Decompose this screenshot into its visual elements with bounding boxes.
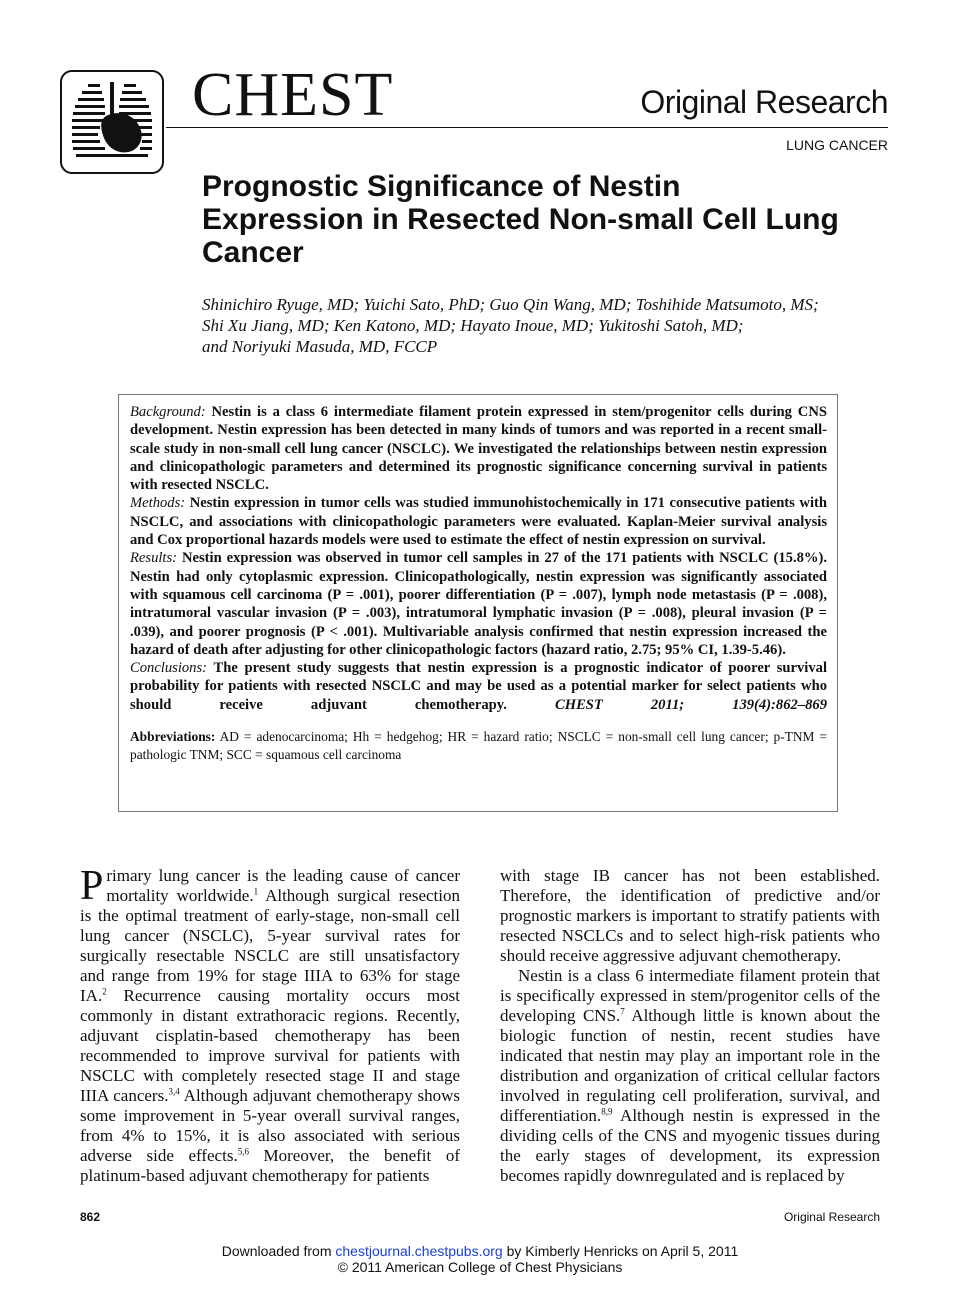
background-text: Nestin is a class 6 intermediate filament protein expressed in stem/progenitor cells during CNS development. Nestin expression has been detected in many kinds of tumors and was reported in a recent small-scale study in non-small cell lung cancer (NSCLC). We investigated the relationships between nestin expression and clinicopathologic parameters and determined its prognostic significance concerning survival in patients with resected NSCLC. <box>130 404 827 494</box>
results-label: Results: <box>130 550 178 567</box>
author-list <box>202 294 882 357</box>
abbreviations <box>130 728 827 764</box>
conclusions-text: The present study suggests that nestin expression is a prognostic indicator of poorer survival probability for patients with resected NSCLC and may be used as a potential marker for select patients who should receive adjuvant chemotherapy. <box>130 660 827 713</box>
body-paragraph: with stage IB cancer has not been established. Therefore, the identification of predictive and/or prognostic markers is important to stratify patients with resected NSCLCs and to select high-risk patients who should receive aggressive adjuvant chemotherapy. <box>500 866 880 965</box>
body-text: Although adjuvant chemotherapy shows some improvement in 5-year overall survival ranges, from 4% to 15%, it is also associated with serious adverse side effects. <box>80 1086 460 1165</box>
citation: CHEST 2011; 139(4):862–869 <box>554 696 827 713</box>
body-text: Although little is known about the biologic function of nestin, recent studies have indicated that nestin may play an important role in the distribution and organization of critical cellular factors involved in regulating cell proliferation, survival, and differentiation. <box>500 1006 880 1125</box>
methods-label: Methods: <box>130 495 186 512</box>
copyright: © 2011 American College of Chest Physicians <box>337 1259 623 1275</box>
reference-marker[interactable]: 5,6 <box>237 1146 249 1157</box>
body-text: Recurrence causing mortality occurs most commonly in distant extrathoracic regions. Recently, adjuvant cisplatin-based chemotherapy has been recommended to improve survival for patients with NSCLC with completely resected stage II and stage IIIA cancers. <box>80 986 460 1105</box>
abstract-background <box>130 403 827 494</box>
author-line: Shi Xu Jiang, MD; Ken Katono, MD; Hayato Inoue, MD; Yukitoshi Satoh, MD; <box>202 316 744 335</box>
abstract-box <box>118 394 838 812</box>
page-number: 862 <box>80 1210 101 1224</box>
background-label: Background: <box>130 404 206 420</box>
body-column-right <box>500 866 880 1186</box>
abbreviations-text: AD = adenocarcinoma; Hh = hedgehog; HR = hazard ratio; NSCLC = non-small cell lung cancer; p-TNM = pathologic TNM; SCC = squamous cell carcinoma <box>130 729 827 763</box>
reference-marker[interactable]: 2 <box>102 986 107 997</box>
body-text: rimary lung cancer is the leading cause of cancer mortality worldwide. <box>106 866 460 905</box>
abstract-conclusions <box>130 659 827 714</box>
methods-text: Nestin expression in tumor cells was studied immunohistochemically in 171 consecutive patients with NSCLC, and associations with clinicopathologic parameters were evaluated. Kaplan-Meier survival analysis and Cox proportional hazards models were used to estimate the effect of nestin expression on survival. <box>130 495 827 549</box>
reference-marker[interactable]: 1 <box>253 886 259 897</box>
journal-logo <box>60 70 164 174</box>
journal-name: CHEST <box>192 61 394 129</box>
abbreviations-label: Abbreviations: <box>130 729 216 745</box>
download-prefix: Downloaded from <box>221 1243 336 1259</box>
body-paragraph <box>80 863 461 1186</box>
abstract-results <box>130 549 827 659</box>
reference-marker[interactable]: 8,9 <box>601 1106 613 1117</box>
drop-cap: P <box>80 863 104 909</box>
body-paragraph <box>500 966 880 1186</box>
conclusions-label: Conclusions: <box>130 660 208 677</box>
reference-marker[interactable]: 7 <box>620 1006 625 1017</box>
results-text: Nestin expression was observed in tumor cell samples in 27 of the 171 patients with NSCLC (15.8%). Nestin had only cytoplasmic expression. Clinicopathologically, nestin expression was significantly associated with squamous cell carcinoma (P = .001), poorer differentiation (P = .007), lymph node metastasis (P = .008), intratumoral vascular invasion (P = .003), intratumoral lymphatic invasion (P = .008), pleural invasion (P = .039), and poorer prognosis (P < .001). Multivariable analysis confirmed that nestin expression increased the hazard of death after adjusting for other clinicopathologic factors (hazard ratio, 2.75; 95% CI, 1.39-5.46). <box>130 550 827 658</box>
download-notice <box>0 1243 960 1259</box>
article-title: Prognostic Significance of Nestin Expression in Resected Non-small Cell Lung Cancer <box>202 170 839 269</box>
body-column-left <box>80 863 461 1186</box>
reference-marker[interactable]: 3,4 <box>168 1086 180 1097</box>
body-text: Nestin is a class 6 intermediate filament protein that is specifically expressed in stem/progenitor cells of the developing CNS. <box>500 966 880 1025</box>
download-link[interactable]: chestjournal.chestpubs.org <box>335 1243 503 1259</box>
author-line: and Noriyuki Masuda, MD, FCCP <box>202 337 438 356</box>
section-type: Original Research <box>640 84 888 120</box>
author-line: Shinichiro Ryuge, MD; Yuichi Sato, PhD; Guo Qin Wang, MD; Toshihide Matsumoto, MS; <box>202 295 819 314</box>
lungs-logo-icon <box>66 76 158 168</box>
section-subtype: LUNG CANCER <box>786 137 888 153</box>
header-rule <box>166 127 888 128</box>
download-suffix: by Kimberly Henricks on April 5, 2011 <box>502 1243 739 1259</box>
footer-section: Original Research <box>783 1210 880 1224</box>
body-text: Although surgical resection is the optimal treatment of early-stage, non-small cell lung cancer (NSCLC), 5-year survival rates for surgically resectable NSCLC are still unsatisfactory and range from 19% for stage IIIA to 63% for stage IA. <box>80 886 461 1005</box>
body-text: Moreover, the benefit of platinum-based adjuvant chemotherapy for patients <box>80 1146 460 1185</box>
abstract-methods <box>130 494 827 549</box>
body-text: Although nestin is expressed in the dividing cells of the CNS and myogenic tissues during the early stages of development, its expression becomes rapidly downregulated and is replaced by <box>500 1106 880 1185</box>
